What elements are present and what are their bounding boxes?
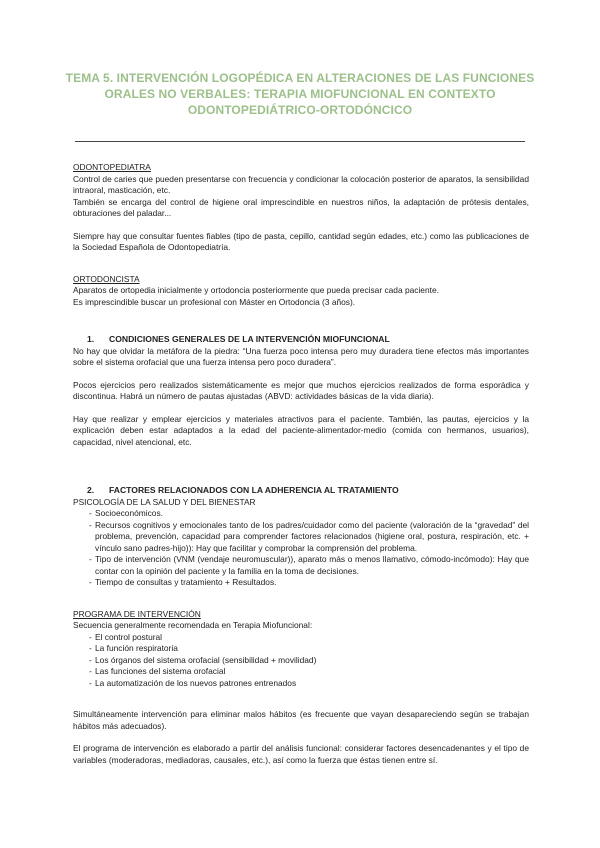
section-1-title: CONDICIONES GENERALES DE LA INTERVENCIÓN MIOFUNCIONAL bbox=[109, 334, 390, 344]
document-title bbox=[60, 70, 540, 118]
title-line-3: ODONTOPEDIÁTRICO-ORTODÓNCICO bbox=[187, 103, 413, 117]
section-1-number: 1. bbox=[87, 334, 95, 344]
title-divider bbox=[75, 141, 525, 142]
programa-heading: PROGRAMA DE INTERVENCIÓN bbox=[73, 608, 201, 619]
list-item: - El control postural bbox=[89, 631, 163, 642]
list-item: - Los órganos del sistema orofacial (sensibilidad + movilidad) bbox=[89, 654, 317, 665]
section-1-paragraph-2: Pocos ejercicios pero realizados sistemáticamente es mejor que muchos ejercicios realizados de forma esporádica y discontinua. Habrá un número de pautas ajustadas (ABVD: actividades básicas de la vida diaria). bbox=[73, 379, 529, 401]
list-item: - Las funciones del sistema orofacial bbox=[89, 666, 226, 676]
list-item: - La automatización de los nuevos patrones entrenados bbox=[89, 677, 297, 688]
section-1-paragraph-1: No hay que olvidar la metáfora de la piedra: “Una fuerza poco intensa pero muy duradera tiene efectos más importantes sobre el sistema orofacial que una fuerza intensa pero poco duradera”. bbox=[73, 345, 529, 367]
odontopediatra-heading: ODONTOPEDIATRA bbox=[73, 162, 151, 172]
ortodoncista-heading: ORTODONCISTA bbox=[73, 273, 140, 284]
section-2-number: 2. bbox=[87, 485, 95, 495]
title-line-2: ORALES NO VERBALES: TERAPIA MIOFUNCIONAL EN CONTEXTO bbox=[104, 87, 496, 101]
list-item: - La función respiratoria bbox=[89, 643, 178, 653]
odontopediatra-paragraph-3: Siempre hay que consultar fuentes fiables (tipo de pasta, cepillo, cantidad según edades, etc.) como las publicaciones de la Sociedad Española de Odontopediatría. bbox=[73, 230, 529, 252]
ortodoncista-paragraph-2: Es imprescindible buscar un profesional con Máster en Ortodoncia (3 años). bbox=[73, 296, 356, 307]
section-1-paragraph-3: Hay que realizar y emplear ejercicios y materiales atractivos para el paciente. También, las pautas, ejercicios y la explicación deben estar adaptados a la edad del paciente-alimentador-medio (comida con hermanos, usuarios), capacidad, nivel atencional, etc. bbox=[73, 413, 529, 447]
programa-paragraph-1: Simultáneamente intervención para eliminar malos hábitos (es frecuente que vayan desapareciendo según se trabajan hábitos más adecuados). bbox=[73, 709, 529, 731]
programa-intro: Secuencia generalmente recomendada en Terapia Miofuncional: bbox=[73, 620, 313, 630]
list-item: - Socioeconómicos. bbox=[89, 508, 163, 518]
section-2-subheading: PSICOLOGÍA DE LA SALUD Y DEL BIENESTAR bbox=[73, 496, 256, 507]
odontopediatra-paragraph-1: Control de caries que pueden presentarse con frecuencia y condicionar la colocación posterior de aparatos, la sensibilidad intraoral, masticación, etc. bbox=[73, 173, 529, 195]
list-item: - Recursos cognitivos y emocionales tanto de los padres/cuidador como del paciente (valoración de la “gravedad” del problema, prevención, capacidad para comprender factores relacionados (higiene oral, postura, respiración, etc. + vínculo sano padres-hijo)): Hay que facilitar y comprobar la comprensión del problema. bbox=[89, 519, 529, 553]
document-body bbox=[73, 162, 529, 766]
section-2-heading bbox=[73, 485, 529, 497]
title-line-1: TEMA 5. INTERVENCIÓN LOGOPÉDICA EN ALTERACIONES DE LAS FUNCIONES bbox=[65, 71, 535, 85]
list-item: - Tipo de intervención (VNM (vendaje neuromuscular)), aparato más o menos llamativo, cómodo-incómodo): Hay que contar con la opinión del paciente y la familia en la toma de decisiones. bbox=[89, 554, 529, 576]
adherence-factors-list bbox=[73, 508, 529, 589]
programa-paragraph-2: El programa de intervención es elaborado a partir del análisis funcional: considerar factores desencadenantes y el tipo de variables (moderadoras, mediadoras, causales, etc.), así como la fuerza que éstas tienen entre sí. bbox=[73, 743, 529, 765]
programa-sequence-list bbox=[73, 632, 529, 690]
section-1-heading bbox=[73, 334, 529, 346]
section-2-title: FACTORES RELACIONADOS CON LA ADHERENCIA AL TRATAMIENTO bbox=[109, 485, 399, 495]
odontopediatra-paragraph-2: También se encarga del control de higiene oral imprescindible en nuestros niños, la adaptación de prótesis dentales, obturaciones del paladar... bbox=[73, 196, 529, 218]
list-item: - Tiempo de consultas y tratamiento + Resultados. bbox=[89, 577, 277, 587]
ortodoncista-paragraph-1: Aparatos de ortopedia inicialmente y ortodoncia posteriormente que pueda precisar cada paciente. bbox=[73, 285, 439, 295]
